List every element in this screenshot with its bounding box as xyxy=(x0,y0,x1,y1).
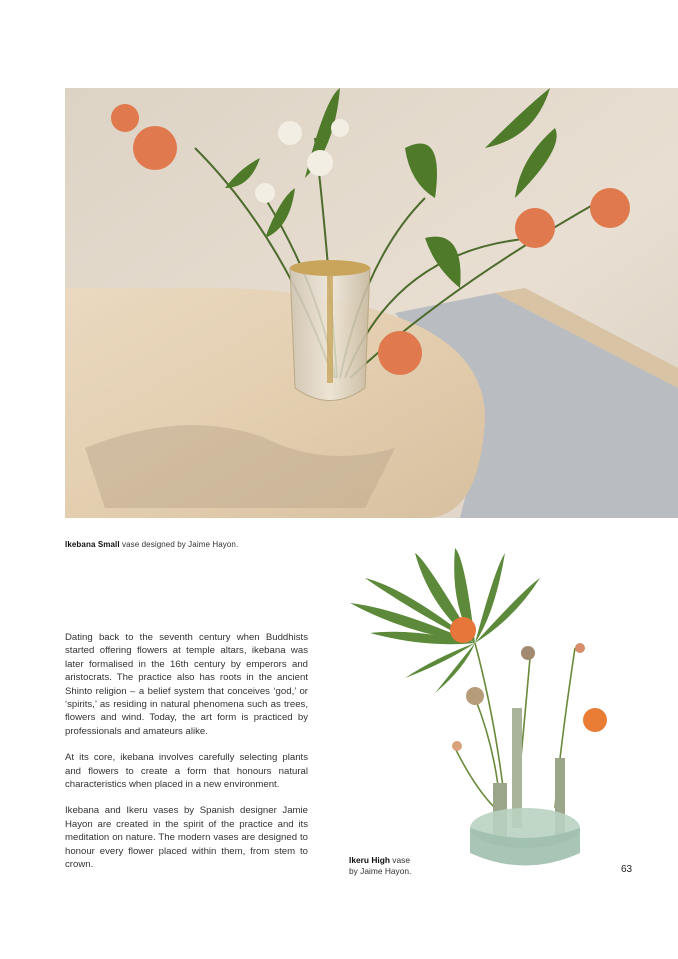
body-paragraph-2: At its core, ikebana involves carefully selecting plants and flowers to create a form that honours natural characteristics when placed in a new environment. xyxy=(65,752,308,791)
ikeru-vase-photo-icon xyxy=(345,548,635,878)
caption-top-product: Ikebana Small xyxy=(65,540,120,549)
ikebana-vase-photo-icon xyxy=(65,88,678,518)
caption-side-line-2: by Jaime Hayon. xyxy=(349,866,412,876)
caption-side-line-1 xyxy=(349,855,411,866)
body-text xyxy=(65,631,308,885)
body-paragraph-3: Ikebana and Ikeru vases by Spanish designer Jamie Hayon are created in the spirit of the practice and its meditation on nature. The modern vases are designed to honour every flower placed within them, from stem to crown. xyxy=(65,805,308,871)
caption-side-product: Ikeru High xyxy=(349,855,390,865)
side-photo xyxy=(345,548,635,878)
hero-photo xyxy=(65,88,678,518)
caption-side xyxy=(349,855,411,877)
page-number: 63 xyxy=(621,864,633,875)
caption-side-line-1-rest: vase xyxy=(389,855,410,865)
caption-top-rest: vase designed by Jaime Hayon. xyxy=(119,540,239,549)
body-paragraph-1: Dating back to the seventh century when Buddhists started offering flowers at temple altars, ikebana was later formalised in the 16th century by emperors and aristocrats. The practice also has roots in the ancient Shinto religion – a belief system that conceives ‘god,’ or ‘spirits,’ as residing in natural phenomena such as trees, flowers and wind. Today, the art form is practiced by professionals and amateurs alike. xyxy=(65,632,308,737)
caption-top xyxy=(65,540,238,549)
